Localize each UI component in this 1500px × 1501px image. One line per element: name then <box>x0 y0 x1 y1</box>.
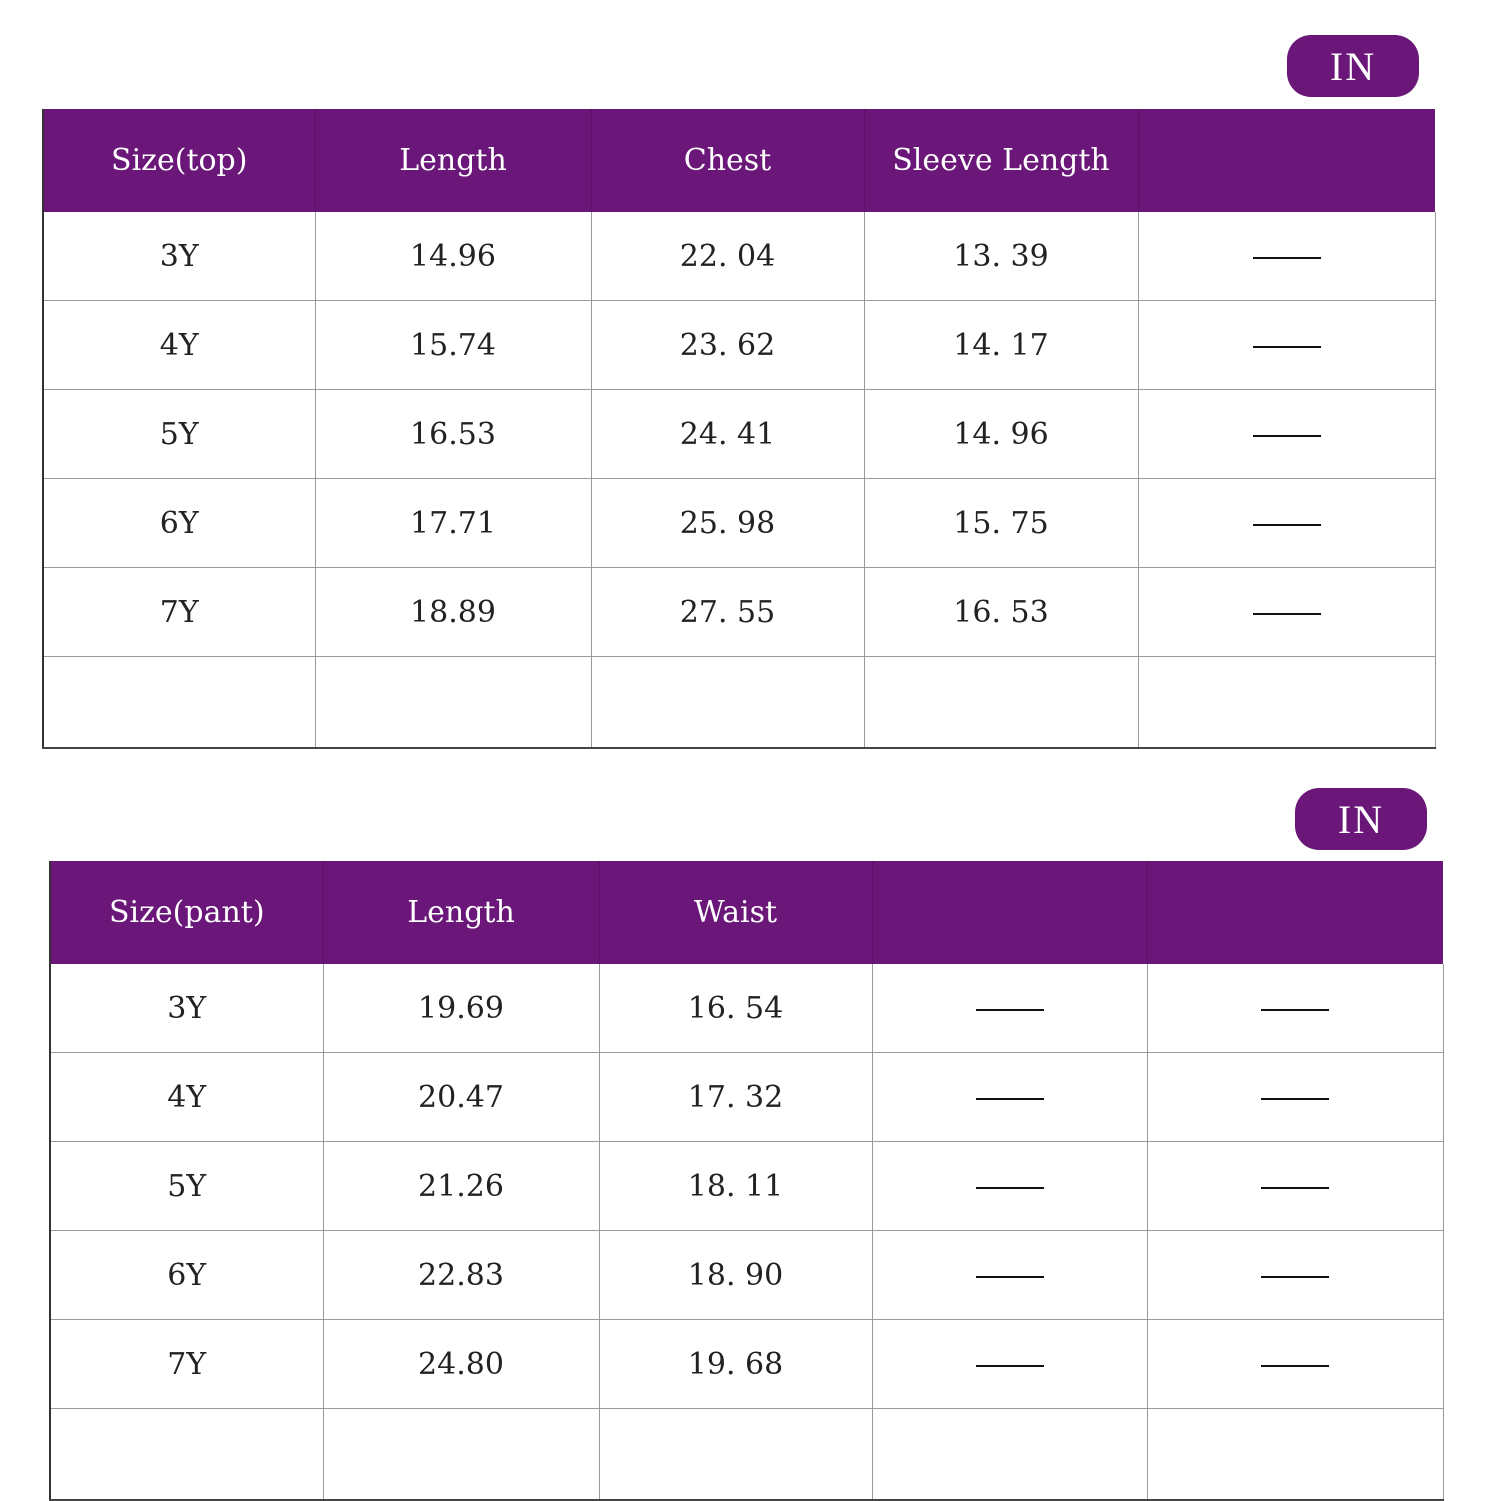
size-cell <box>50 1409 323 1501</box>
dash-mark <box>1261 1009 1329 1011</box>
column-header-3: Sleeve Length <box>864 109 1138 212</box>
not-applicable-cell <box>1147 1320 1443 1409</box>
measurement-cell <box>1147 1409 1443 1501</box>
table-row <box>43 479 1435 568</box>
dash-mark <box>1261 1365 1329 1367</box>
measurement-cell: 14. 96 <box>864 390 1138 479</box>
top-size-table <box>42 109 1436 749</box>
measurement-cell: 20.47 <box>323 1053 599 1142</box>
table-row <box>43 568 1435 657</box>
measurement-cell: 14.96 <box>315 212 591 301</box>
dash-mark <box>1261 1276 1329 1278</box>
measurement-cell: 25. 98 <box>591 479 864 568</box>
dash-mark <box>976 1009 1044 1011</box>
dash-mark <box>976 1365 1044 1367</box>
unit-badge-top: IN <box>1287 35 1419 97</box>
table-row <box>43 212 1435 301</box>
table-row <box>50 1053 1443 1142</box>
column-header-1: Length <box>323 861 599 964</box>
measurement-cell <box>872 1409 1147 1501</box>
table-row <box>43 390 1435 479</box>
column-header-2: Waist <box>599 861 872 964</box>
not-applicable-cell <box>1138 568 1435 657</box>
table-row <box>50 1320 1443 1409</box>
size-cell: 6Y <box>50 1231 323 1320</box>
measurement-cell: 24.80 <box>323 1320 599 1409</box>
header-row <box>50 861 1443 964</box>
measurement-cell <box>864 657 1138 749</box>
table-row <box>43 657 1435 749</box>
unit-badge-pant: IN <box>1295 788 1427 850</box>
column-header-0: Size(pant) <box>50 861 323 964</box>
not-applicable-cell <box>872 1320 1147 1409</box>
measurement-cell: 18. 11 <box>599 1142 872 1231</box>
dash-mark <box>1261 1098 1329 1100</box>
measurement-cell: 22.83 <box>323 1231 599 1320</box>
measurement-cell: 19. 68 <box>599 1320 872 1409</box>
measurement-cell: 15.74 <box>315 301 591 390</box>
measurement-cell: 22. 04 <box>591 212 864 301</box>
measurement-cell: 27. 55 <box>591 568 864 657</box>
size-cell: 3Y <box>50 964 323 1053</box>
table-row <box>50 1142 1443 1231</box>
measurement-cell: 21.26 <box>323 1142 599 1231</box>
measurement-cell: 15. 75 <box>864 479 1138 568</box>
table-row <box>50 1231 1443 1320</box>
not-applicable-cell <box>872 1053 1147 1142</box>
measurement-cell: 16. 54 <box>599 964 872 1053</box>
measurement-cell: 18.89 <box>315 568 591 657</box>
column-header-0: Size(top) <box>43 109 315 212</box>
size-cell: 4Y <box>50 1053 323 1142</box>
table-row <box>43 301 1435 390</box>
header-row <box>43 109 1435 212</box>
dash-mark <box>1253 613 1321 615</box>
not-applicable-cell <box>1147 1053 1443 1142</box>
column-header-3 <box>872 861 1147 964</box>
measurement-cell: 14. 17 <box>864 301 1138 390</box>
column-header-1: Length <box>315 109 591 212</box>
size-cell <box>43 657 315 749</box>
not-applicable-cell <box>872 1231 1147 1320</box>
measurement-cell: 19.69 <box>323 964 599 1053</box>
dash-mark <box>1253 524 1321 526</box>
dash-mark <box>1253 435 1321 437</box>
size-cell: 5Y <box>50 1142 323 1231</box>
column-header-4 <box>1138 109 1435 212</box>
measurement-cell <box>1138 657 1435 749</box>
dash-mark <box>976 1098 1044 1100</box>
dash-mark <box>976 1187 1044 1189</box>
not-applicable-cell <box>872 1142 1147 1231</box>
dash-mark <box>1253 346 1321 348</box>
size-cell: 5Y <box>43 390 315 479</box>
dash-mark <box>976 1276 1044 1278</box>
measurement-cell <box>323 1409 599 1501</box>
size-cell: 7Y <box>50 1320 323 1409</box>
not-applicable-cell <box>1138 390 1435 479</box>
measurement-cell: 13. 39 <box>864 212 1138 301</box>
measurement-cell: 17. 32 <box>599 1053 872 1142</box>
not-applicable-cell <box>1147 964 1443 1053</box>
size-cell: 7Y <box>43 568 315 657</box>
measurement-cell <box>591 657 864 749</box>
table-row <box>50 964 1443 1053</box>
size-cell: 4Y <box>43 301 315 390</box>
measurement-cell: 24. 41 <box>591 390 864 479</box>
column-header-4 <box>1147 861 1443 964</box>
table-row <box>50 1409 1443 1501</box>
not-applicable-cell <box>872 964 1147 1053</box>
size-cell: 3Y <box>43 212 315 301</box>
measurement-cell: 16. 53 <box>864 568 1138 657</box>
pant-size-table <box>49 861 1444 1501</box>
not-applicable-cell <box>1138 301 1435 390</box>
not-applicable-cell <box>1138 212 1435 301</box>
dash-mark <box>1261 1187 1329 1189</box>
measurement-cell: 18. 90 <box>599 1231 872 1320</box>
not-applicable-cell <box>1138 479 1435 568</box>
measurement-cell <box>599 1409 872 1501</box>
column-header-2: Chest <box>591 109 864 212</box>
measurement-cell: 16.53 <box>315 390 591 479</box>
measurement-cell <box>315 657 591 749</box>
measurement-cell: 17.71 <box>315 479 591 568</box>
not-applicable-cell <box>1147 1142 1443 1231</box>
size-cell: 6Y <box>43 479 315 568</box>
dash-mark <box>1253 257 1321 259</box>
not-applicable-cell <box>1147 1231 1443 1320</box>
measurement-cell: 23. 62 <box>591 301 864 390</box>
